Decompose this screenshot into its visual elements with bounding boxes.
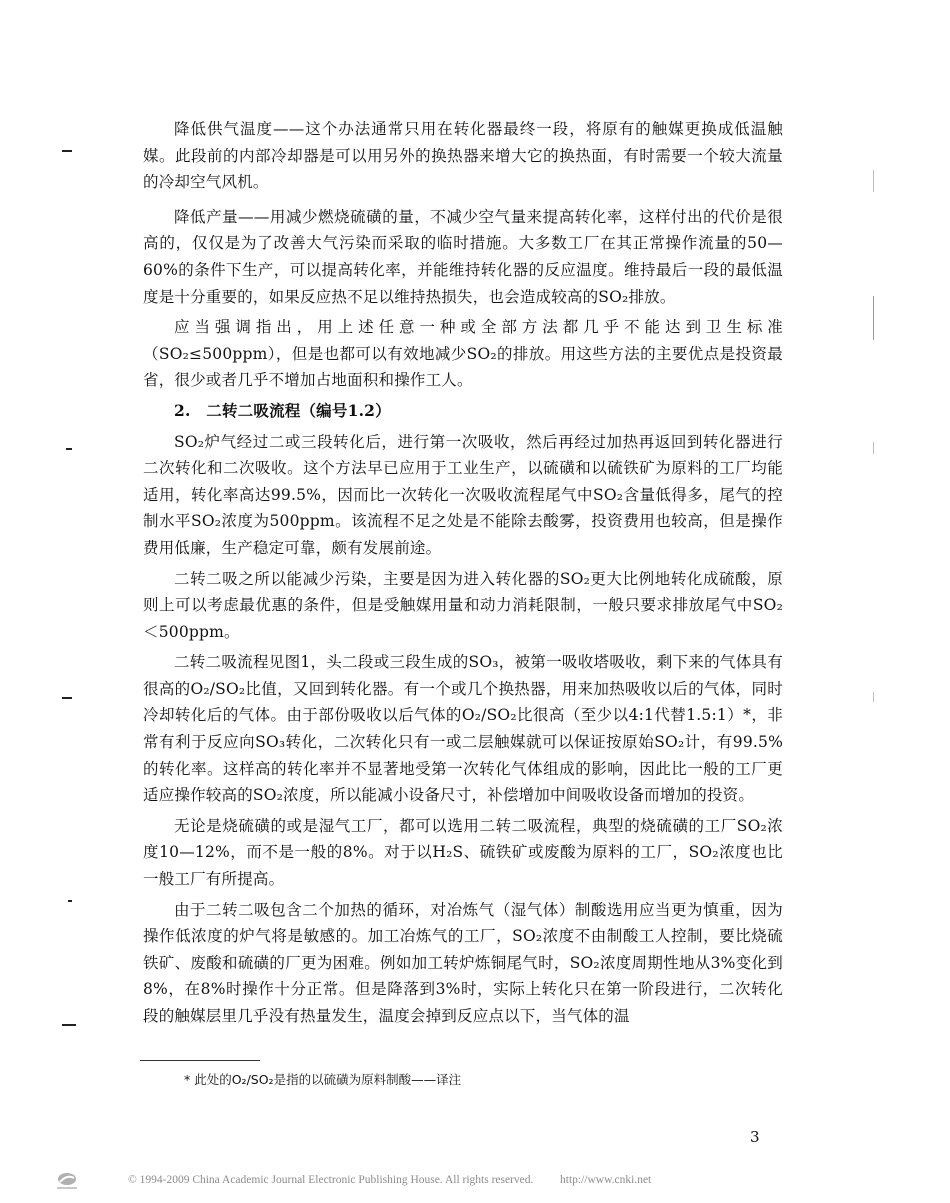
margin-mark xyxy=(62,697,72,699)
footer xyxy=(40,1170,910,1194)
body-text xyxy=(143,116,783,1034)
footnote: * 此处的O₂/SO₂是指的以硫磺为原料制酸——译注 xyxy=(184,1072,462,1087)
cnki-logo-icon xyxy=(54,1170,80,1192)
scan-artifact xyxy=(873,692,874,702)
paragraph: 降低供气温度——这个办法通常只用在转化器最终一段，将原有的触媒更换成低温触媒。此段前的内部冷却器是可以用另外的换热器来增大它的换热面，有时需要一个较大流量的冷却空气风机。 xyxy=(143,120,783,192)
scan-artifact xyxy=(873,296,874,340)
paragraph: 无论是烧硫磺的或是湿气工厂，都可以选用二转二吸流程，典型的烧硫磺的工厂SO₂浓度10—12%，而不是一般的8%。对于以H₂S、硫铁矿或废酸为原料的工厂，SO₂浓度也比一般工厂有所提高。 xyxy=(143,816,783,889)
scan-artifact xyxy=(873,170,874,192)
margin-mark xyxy=(66,448,72,450)
paragraph: 二转二吸之所以能减少污染，主要是因为进入转化器的SO₂更大比例地转化成硫酸，原则上可以考虑最优惠的条件，但是受触媒用量和动力消耗限制，一般只要求排放尾气中SO₂＜500ppm。 xyxy=(143,569,783,641)
paragraph: 应当强调指出，用上述任意一种或全部方法都几乎不能达到卫生标准（SO₂≤500ppm），但是也都可以有效地减少SO₂的排放。用这些方法的主要优点是投资最省，很少或者几乎不增加占地面积和操作工人。 xyxy=(143,318,783,390)
page-number: 3 xyxy=(750,1128,760,1146)
paragraph: SO₂炉气经过二或三段转化后，进行第一次吸收，然后再经过加热再返回到转化器进行二次转化和二次吸收。这个方法早已应用于工业生产，以硫磺和以硫铁矿为原料的工厂均能适用，转化率高达99.5%，因而比一次转化一次吸收流程尾气中SO₂含量低得多，尾气的控制水平SO₂浓度为500ppm。该流程不足之处是不能除去酸雾，投资费用也较高，但是操作费用低廉，生产稳定可靠，颇有发展前途。 xyxy=(143,432,783,557)
margin-mark xyxy=(68,900,72,902)
scan-artifact xyxy=(873,442,874,454)
copyright-text: © 1994-2009 China Academic Journal Electronic Publishing House. All rights reserved. xyxy=(128,1174,534,1186)
paragraph: 由于二转二吸包含二个加热的循环，对冶炼气（湿气体）制酸选用应当更为慎重，因为操作低浓度的炉气将是敏感的。加工冶炼气的工厂，SO₂浓度不由制酸工人控制，要比烧硫铁矿、废酸和硫磺的厂更为困难。例如加工转炉炼铜尾气时，SO₂浓度周期性地从3%变化到8%，在8%时操作十分正常。但是降落到3%时，实际上转化只在第一阶段进行，二次转化段的触媒层里几乎没有热量发生，温度会掉到反应点以下，当气体的温 xyxy=(143,900,783,1025)
margin-mark xyxy=(62,150,72,152)
section-heading: 2. 二转二吸流程（编号1.2） xyxy=(174,400,391,420)
paragraph: 降低产量——用减少燃烧硫磺的量，不减少空气量来提高转化率，这样付出的代价是很高的，仅仅是为了改善大气污染而采取的临时措施。大多数工厂在其正常操作流量的50—60%的条件下生产，可以提高转化率，并能维持转化器的反应温度。维持最后一段的最低温度是十分重要的，如果反应热不足以维持热损失，也会造成较高的SO₂排放。 xyxy=(143,207,783,306)
margin-mark xyxy=(62,1024,76,1026)
footer-link[interactable]: http://www.cnki.net xyxy=(560,1174,652,1186)
footnote-divider xyxy=(140,1060,260,1061)
paragraph: 二转二吸流程见图1，头二段或三段生成的SO₃，被第一吸收塔吸收，剩下来的气体具有很高的O₂/SO₂比值，又回到转化器。有一个或几个换热器，用来加热吸收以后的气体，同时冷却转化后的气体。由于部份吸收以后气体的O₂/SO₂比很高（至少以4:1代替1.5:1）*，非常有利于反应向SO₃转化，二次转化只有一或二层触媒就可以保证按原始SO₂计，有99.5%的转化率。这样高的转化率并不显著地受第一次转化气体组成的影响，因此比一般的工厂更适应操作较高的SO₂浓度，所以能减小设备尺寸，补偿增加中间吸收设备而增加的投资。 xyxy=(143,653,783,805)
